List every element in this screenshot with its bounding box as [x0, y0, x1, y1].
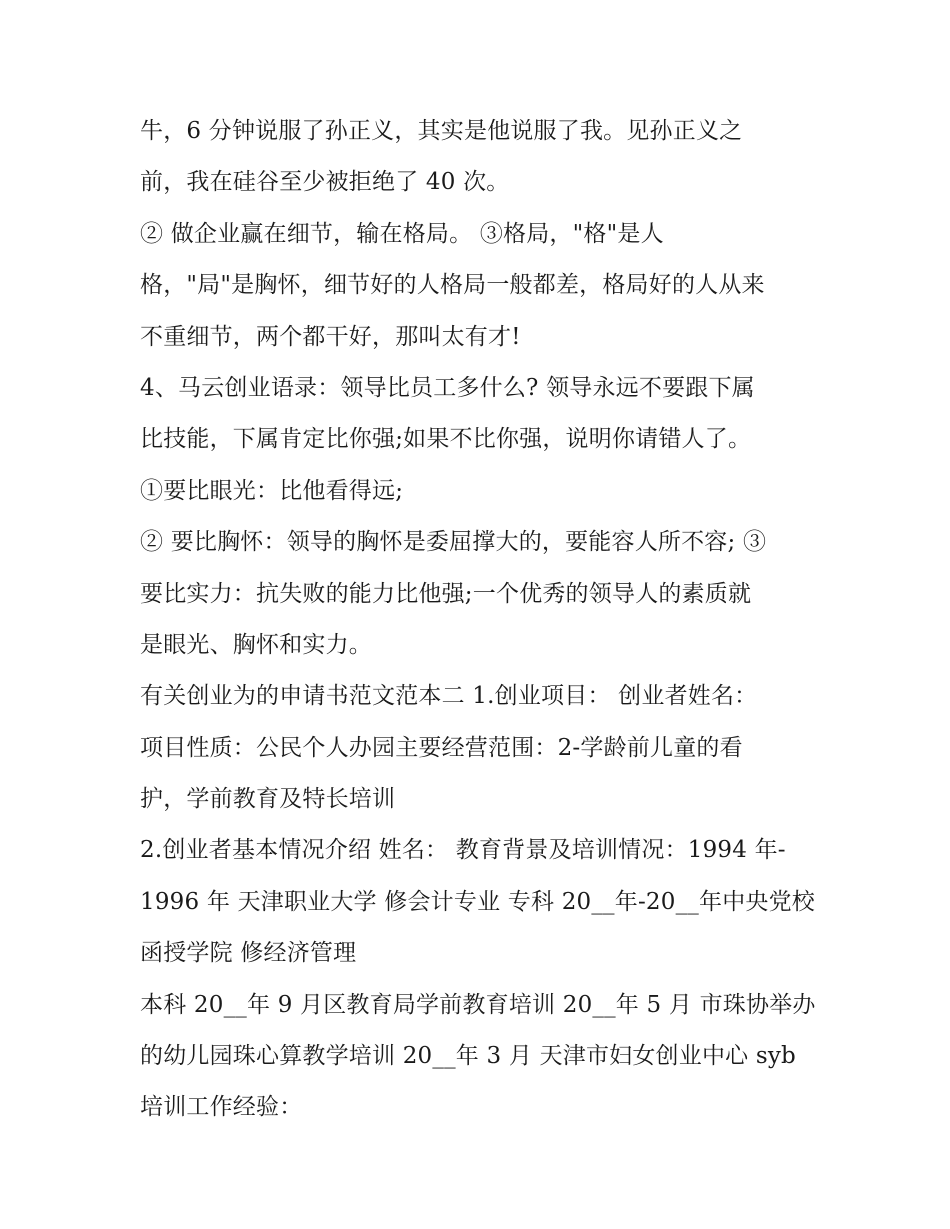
text-line: 是眼光、胸怀和实力。: [140, 631, 372, 658]
text-line: 函授学院 修经济管理: [140, 940, 357, 967]
text-line: 比技能，下属肯定比你强;如果不比你强，说明你请错人了。: [140, 426, 752, 453]
text-line: 项目性质：公民个人办园主要经营范围：2-学龄前儿童的看: [140, 734, 743, 761]
text-line: 不重细节，两个都干好，那叫太有才!: [140, 323, 521, 350]
text-line: 的幼儿园珠心算教学培训 20__年 3 月 天津市妇女创业中心 syb: [140, 1043, 796, 1070]
text-line: ①要比眼光：比他看得远;: [140, 477, 404, 504]
text-line: 有关创业为的申请书范文范本二 1.创业项目： 创业者姓名：: [140, 683, 758, 710]
text-line: 1996 年 天津职业大学 修会计专业 专科 20__年-20__年中央党校: [140, 888, 815, 915]
text-line: 4、马云创业语录：领导比员工多什么? 领导永远不要跟下属: [140, 374, 755, 401]
text-line: 培训工作经验：: [140, 1094, 303, 1121]
text-line: 前，我在硅谷至少被拒绝了 40 次。: [140, 169, 510, 196]
text-line: ② 做企业赢在细节，输在格局。 ③格局，"格"是人: [140, 220, 664, 247]
text-line: 本科 20__年 9 月区教育局学前教育培训 20__年 5 月 市珠协举办: [140, 991, 816, 1018]
text-line: 2.创业者基本情况介绍 姓名： 教育背景及培训情况：1994 年-: [140, 837, 786, 864]
document-body: [140, 106, 820, 1134]
text-line: 牛，6 分钟说服了孙正义，其实是他说服了我。见孙正义之: [140, 118, 743, 144]
text-line: 护，学前教育及特长培训: [140, 786, 396, 813]
text-line: 格，"局"是胸怀，细节好的人格局一般都差，格局好的人从来: [140, 272, 765, 299]
text-line: 要比实力：抗失败的能力比他强;一个优秀的领导人的素质就: [140, 580, 752, 607]
text-line: ② 要比胸怀：领导的胸怀是委屈撑大的，要能容人所不容; ③: [140, 529, 767, 556]
